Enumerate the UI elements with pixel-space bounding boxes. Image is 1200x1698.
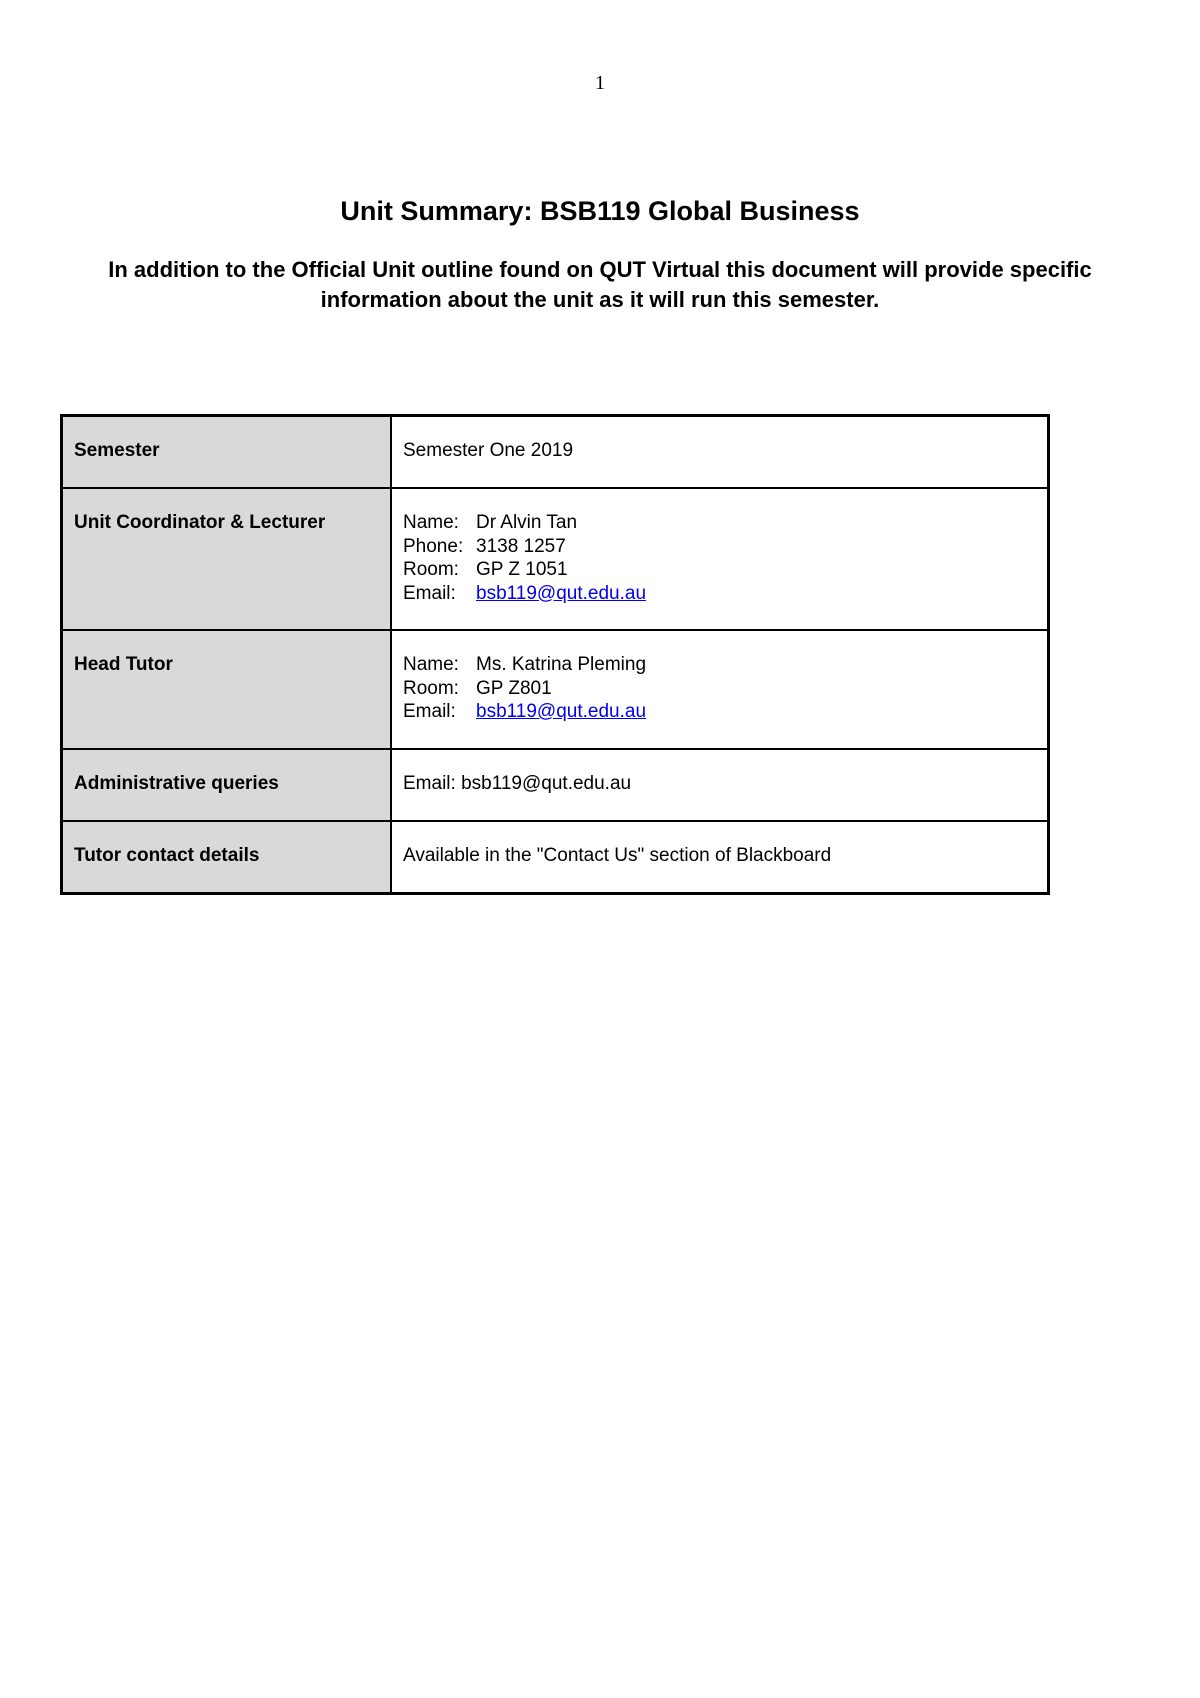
coordinator-details (391, 488, 1049, 630)
coordinator-email-line (403, 582, 1036, 606)
coordinator-room: GP Z 1051 (476, 559, 568, 580)
unit-info-table (60, 414, 1050, 895)
head-tutor-email-link[interactable]: bsb119@qut.edu.au (476, 701, 647, 722)
head-tutor-room: GP Z801 (476, 677, 552, 699)
semester-label: Semester (62, 416, 392, 489)
table-row-admin (62, 749, 1049, 821)
table-row-semester (62, 416, 1049, 489)
page-title: Unit Summary: BSB119 Global Business (340, 196, 860, 226)
head-tutor-room-key: Room: (403, 677, 459, 699)
admin-value: Email: bsb119@qut.edu.au (391, 749, 1049, 821)
tutor-contact-label: Tutor contact details (62, 821, 392, 894)
table-row-coordinator (62, 488, 1049, 630)
head-tutor-name: Ms. Katrina Pleming (476, 654, 647, 675)
tutor-contact-value: Available in the "Contact Us" section of Blackboard (391, 821, 1049, 894)
coordinator-label: Unit Coordinator & Lecturer (62, 488, 392, 630)
head-tutor-name-line (403, 653, 1036, 677)
coordinator-name-line (403, 511, 1036, 535)
coordinator-name-key: Name: (403, 512, 459, 533)
coordinator-email-link[interactable]: bsb119@qut.edu.au (476, 582, 647, 604)
coordinator-room-key: Room: (403, 559, 459, 580)
coordinator-room-line (403, 558, 1036, 582)
page-subtitle: In addition to the Official Unit outline found on QUT Virtual this document will provide specific information about the unit as it will run this semester. (108, 257, 1092, 312)
coordinator-phone-key: Phone: (403, 535, 464, 557)
head-tutor-email-line (403, 700, 1036, 724)
admin-label: Administrative queries (62, 749, 392, 821)
coordinator-phone: 3138 1257 (476, 535, 566, 557)
coordinator-phone-line (403, 535, 1036, 559)
semester-value: Semester One 2019 (391, 416, 1049, 489)
coordinator-name: Dr Alvin Tan (476, 512, 578, 533)
head-tutor-room-line (403, 677, 1036, 701)
page-number: 1 (595, 72, 605, 94)
head-tutor-label: Head Tutor (62, 630, 392, 749)
head-tutor-details (391, 630, 1049, 749)
table-row-head-tutor (62, 630, 1049, 749)
head-tutor-name-key: Name: (403, 654, 459, 675)
table-row-tutor-contact (62, 821, 1049, 894)
coordinator-email-key: Email: (403, 582, 456, 604)
head-tutor-email-key: Email: (403, 701, 456, 722)
